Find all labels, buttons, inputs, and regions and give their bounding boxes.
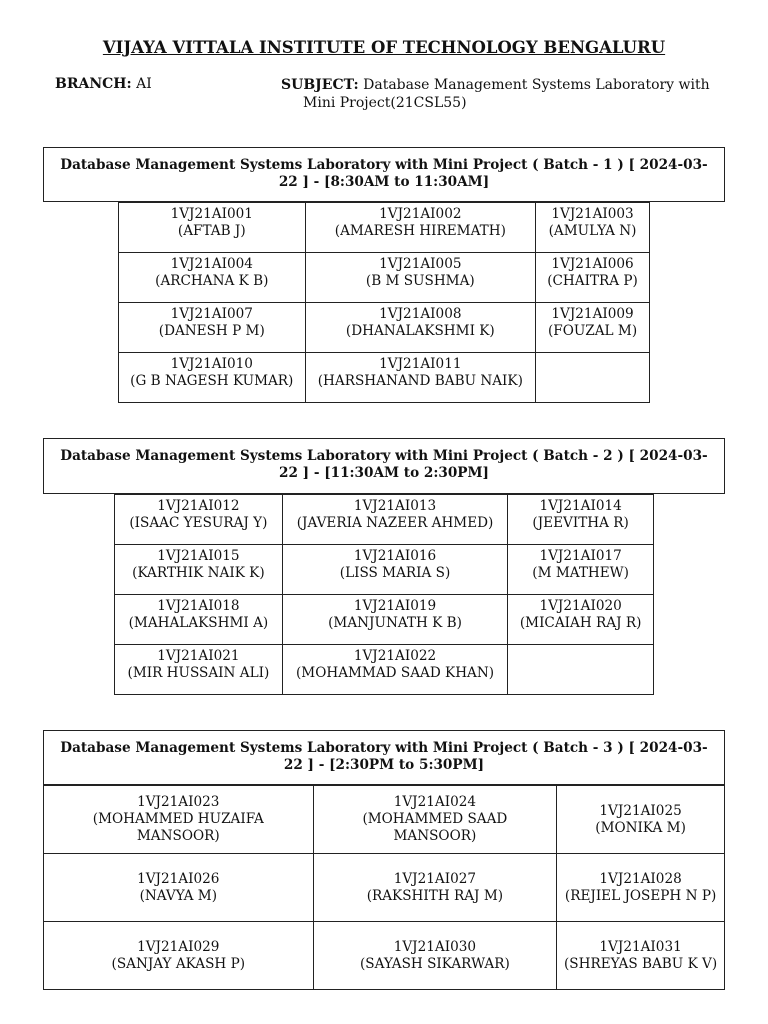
- table-row: [115, 645, 654, 695]
- student-name: (KARTHIK NAIK K): [132, 565, 265, 581]
- subject-label: SUBJECT:: [281, 77, 359, 93]
- student-name: (RAKSHITH RAJ M): [366, 887, 504, 904]
- student-cell: [44, 922, 314, 990]
- student-name: (FOUZAL M): [547, 323, 638, 339]
- student-name: (G B NAGESH KUMAR): [130, 373, 294, 389]
- table-row: [44, 786, 725, 854]
- student-name: (MAHALAKSHMI A): [128, 615, 269, 631]
- student-cell: [282, 595, 507, 645]
- student-cell: [305, 353, 536, 403]
- student-usn: 1VJ21AI030: [393, 938, 477, 955]
- student-usn: 1VJ21AI005: [379, 256, 462, 272]
- student-name: (HARSHANAND BABU NAIK): [317, 373, 523, 389]
- student-usn: 1VJ21AI007: [170, 306, 253, 322]
- student-cell: [508, 495, 654, 545]
- student-cell: [115, 495, 283, 545]
- subject-value-line1: Database Management Systems Laboratory with: [363, 77, 710, 93]
- table-row: [119, 303, 650, 353]
- student-name: (M MATHEW): [532, 565, 629, 581]
- page-title: VIJAYA VITTALA INSTITUTE OF TECHNOLOGY BENGALURU: [102, 38, 666, 57]
- student-cell: [313, 786, 557, 854]
- student-usn: 1VJ21AI028: [599, 870, 682, 887]
- student-name: (MONIKA M): [595, 819, 686, 836]
- student-usn: 1VJ21AI002: [379, 206, 462, 222]
- student-name: (AMULYA N): [548, 223, 637, 239]
- student-cell: [305, 203, 536, 253]
- student-name: (ARCHANA K B): [155, 273, 269, 289]
- student-name: (MICAIAH RAJ R): [519, 615, 642, 631]
- student-name: (CHAITRA P): [547, 273, 638, 289]
- student-name: (ISAAC YESURAJ Y): [129, 515, 268, 531]
- student-name: (AFTAB J): [177, 223, 246, 239]
- student-name: (REJIEL JOSEPH N P): [564, 887, 717, 904]
- student-usn: 1VJ21AI021: [157, 648, 240, 664]
- student-usn: 1VJ21AI024: [393, 794, 477, 810]
- student-cell: [119, 253, 306, 303]
- student-cell: [44, 786, 314, 854]
- student-usn: 1VJ21AI015: [157, 548, 240, 564]
- student-usn: 1VJ21AI008: [379, 306, 462, 322]
- student-usn: 1VJ21AI027: [393, 870, 477, 887]
- branch-value: AI: [136, 76, 152, 92]
- student-name: (MOHAMMAD SAAD KHAN): [295, 665, 495, 681]
- student-name: (MOHAMMED SAAD MANSOOR): [362, 811, 508, 844]
- student-cell: [282, 495, 507, 545]
- student-cell: [115, 545, 283, 595]
- student-name: (DANESH P M): [158, 323, 265, 339]
- student-cell: [282, 645, 507, 695]
- branch-label: BRANCH:: [55, 76, 132, 92]
- student-name: (LISS MARIA S): [339, 565, 451, 581]
- student-name: (JAVERIA NAZEER AHMED): [296, 515, 494, 531]
- student-name: (MANJUNATH K B): [328, 615, 462, 631]
- student-usn: 1VJ21AI010: [170, 356, 253, 372]
- student-cell: [557, 922, 725, 990]
- subject-value-line2: Mini Project(21CSL55): [303, 95, 467, 111]
- batch-3-table: [43, 785, 725, 990]
- student-usn: 1VJ21AI012: [157, 498, 240, 514]
- table-row: [115, 595, 654, 645]
- table-row: [44, 922, 725, 990]
- student-cell: [536, 253, 650, 303]
- batch-2-table: [114, 494, 654, 695]
- student-usn: 1VJ21AI004: [170, 256, 253, 272]
- student-cell: [313, 922, 557, 990]
- table-row: [115, 495, 654, 545]
- batch-3-header: Database Management Systems Laboratory with Mini Project ( Batch - 3 ) [ 2024-03-22 ] - [2:30PM to 5:30PM]: [43, 730, 725, 785]
- student-name: (B M SUSHMA): [365, 273, 475, 289]
- table-row: [119, 253, 650, 303]
- student-cell: [119, 303, 306, 353]
- student-cell: [305, 303, 536, 353]
- subject-line: [281, 76, 731, 112]
- student-cell: [115, 595, 283, 645]
- student-name: (SANJAY AKASH P): [111, 955, 246, 972]
- student-cell: [557, 854, 725, 922]
- student-cell: [508, 645, 654, 695]
- student-usn: 1VJ21AI026: [137, 870, 220, 887]
- table-row: [115, 545, 654, 595]
- student-cell: [305, 253, 536, 303]
- student-usn: 1VJ21AI011: [379, 356, 462, 372]
- student-usn: 1VJ21AI025: [599, 802, 682, 819]
- table-row: [119, 353, 650, 403]
- student-name: (JEEVITHA R): [532, 515, 629, 531]
- student-usn: 1VJ21AI001: [170, 206, 253, 222]
- student-cell: [508, 545, 654, 595]
- student-cell: [536, 303, 650, 353]
- student-usn: 1VJ21AI013: [353, 498, 437, 514]
- student-usn: 1VJ21AI017: [539, 548, 622, 564]
- table-row: [119, 203, 650, 253]
- student-usn: 1VJ21AI023: [137, 794, 220, 810]
- batch-1-header: Database Management Systems Laboratory with Mini Project ( Batch - 1 ) [ 2024-03-22 ] - [8:30AM to 11:30AM]: [43, 147, 725, 202]
- student-cell: [115, 645, 283, 695]
- student-usn: 1VJ21AI020: [539, 598, 622, 614]
- student-name: (DHANALAKSHMI K): [345, 323, 495, 339]
- student-cell: [536, 203, 650, 253]
- student-usn: 1VJ21AI014: [539, 498, 622, 514]
- student-usn: 1VJ21AI016: [353, 548, 437, 564]
- student-cell: [557, 786, 725, 854]
- student-usn: 1VJ21AI029: [137, 938, 220, 955]
- student-usn: 1VJ21AI019: [353, 598, 437, 614]
- student-cell: [282, 545, 507, 595]
- branch-line: [55, 76, 152, 92]
- student-usn: 1VJ21AI018: [157, 598, 240, 614]
- student-cell: [508, 595, 654, 645]
- student-cell: [119, 353, 306, 403]
- batch-2-header: Database Management Systems Laboratory with Mini Project ( Batch - 2 ) [ 2024-03-22 ] - [11:30AM to 2:30PM]: [43, 438, 725, 494]
- student-usn: 1VJ21AI022: [353, 648, 437, 664]
- student-cell: [536, 353, 650, 403]
- student-usn: 1VJ21AI009: [551, 306, 634, 322]
- table-row: [44, 854, 725, 922]
- student-name: (MOHAMMED HUZAIFA MANSOOR): [92, 811, 264, 844]
- student-name: (SAYASH SIKARWAR): [359, 955, 510, 972]
- batch-1-table: [118, 202, 650, 403]
- student-usn: 1VJ21AI003: [551, 206, 634, 222]
- student-name: (SHREYAS BABU K V): [564, 955, 718, 972]
- student-cell: [313, 854, 557, 922]
- student-cell: [119, 203, 306, 253]
- student-usn: 1VJ21AI006: [551, 256, 634, 272]
- student-name: (NAVYA M): [139, 887, 217, 904]
- student-cell: [44, 854, 314, 922]
- student-name: (AMARESH HIREMATH): [334, 223, 506, 239]
- student-usn: 1VJ21AI031: [599, 938, 682, 955]
- student-name: (MIR HUSSAIN ALI): [127, 665, 270, 681]
